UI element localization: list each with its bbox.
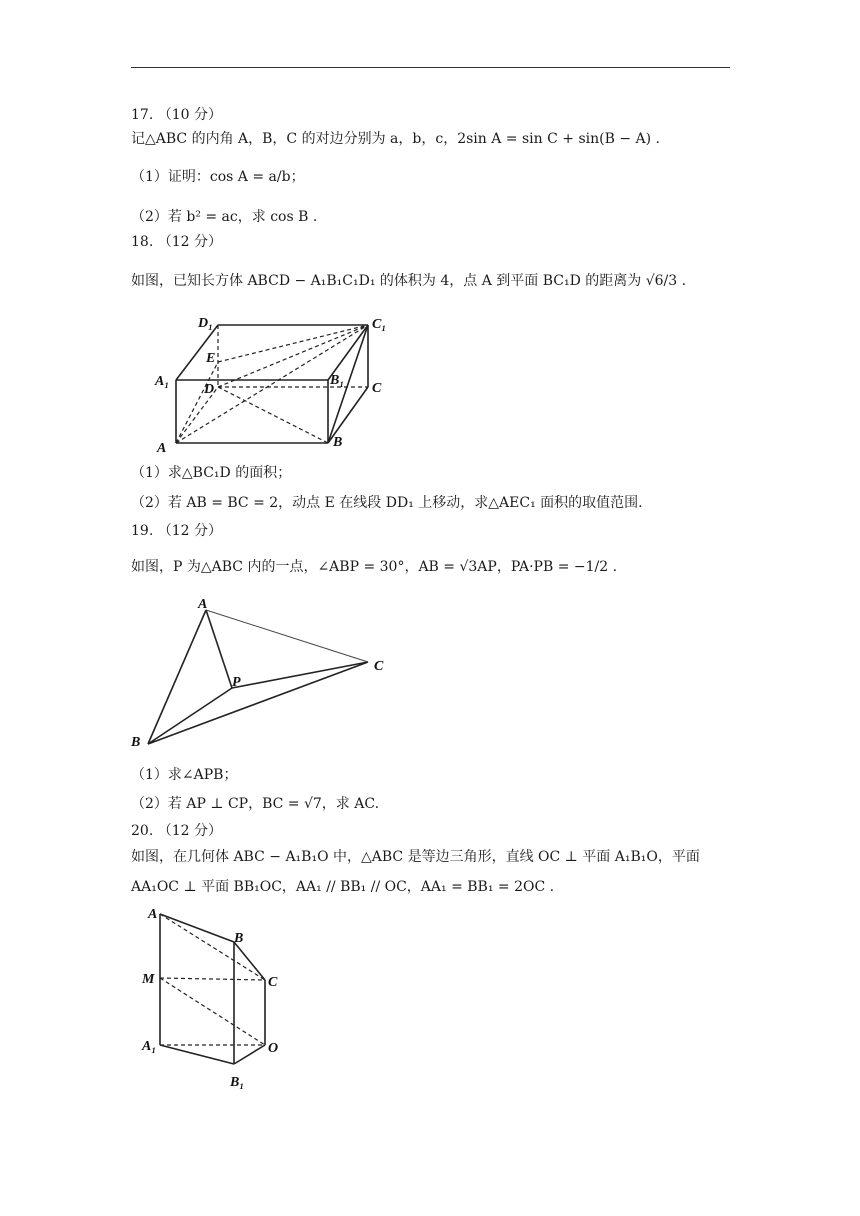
label-b1: B₁: [230, 1075, 245, 1090]
header-rule: [131, 67, 730, 68]
q19-stem: 如图，P 为△ABC 内的一点，∠ABP = 30°，AB = √3AP，PA·PB = −1/2 .: [131, 559, 618, 575]
label-c1: C₁: [372, 317, 387, 332]
segment-mo: [160, 978, 265, 1045]
side-bc: [148, 662, 368, 744]
label-a1: A₁: [142, 1039, 157, 1054]
q17-part1: （1）证明：cos A = a/b；: [131, 169, 305, 185]
q18-part2: （2）若 AB = BC = 2，动点 E 在线段 DD₁ 上移动，求△AEC₁ 面积的取值范围.: [131, 495, 643, 511]
label-a: A: [148, 907, 158, 922]
segment-ae: [176, 362, 218, 443]
edge-a1b1: [160, 1045, 234, 1064]
q18-part1: （1）求△BC₁D 的面积；: [131, 465, 292, 481]
segment-mc: [160, 978, 265, 980]
label-c: C: [268, 975, 278, 990]
label-m: M: [142, 972, 155, 987]
q19-part1: （1）求∠APB；: [131, 767, 238, 783]
label-c: C: [372, 381, 382, 396]
segment-pc: [232, 662, 368, 688]
label-a: A: [198, 597, 208, 612]
label-p: P: [232, 675, 241, 690]
edge-b1o: [234, 1045, 265, 1064]
edge-bc: [234, 942, 265, 980]
q19-part2: （2）若 AP ⊥ CP，BC = √7，求 AC.: [131, 796, 380, 812]
label-d1: D₁: [198, 316, 213, 331]
q18-number: 18. （12 分）: [131, 234, 222, 250]
q17-part2: （2）若 b² = ac，求 cos B .: [131, 209, 318, 225]
side-ac: [206, 610, 368, 662]
label-a: A: [157, 441, 167, 455]
label-o: O: [268, 1041, 279, 1056]
q18-stem: 如图，已知长方体 ABCD − A₁B₁C₁D₁ 的体积为 4，点 A 到平面 BC₁D 的距离为 √6/3 .: [131, 273, 687, 289]
edge-db: [218, 387, 328, 443]
label-e: E: [206, 351, 216, 366]
label-b: B: [333, 435, 343, 450]
q20-number: 20. （12 分）: [131, 823, 222, 839]
q20-stem-line2: AA₁OC ⊥ 平面 BB₁OC，AA₁ // BB₁ // OC，AA₁ = BB₁ = 2OC .: [131, 879, 555, 895]
label-b1: B₁: [330, 373, 345, 388]
q17-number: 17. （10 分）: [131, 107, 222, 123]
q20-stem-line1: 如图，在几何体 ABC − A₁B₁O 中，△ABC 是等边三角形，直线 OC ⊥ 平面 A₁B₁O，平面: [131, 849, 700, 865]
label-a1: A₁: [155, 374, 170, 389]
edge-ac: [160, 914, 265, 980]
label-b: B: [234, 931, 244, 946]
q18-cuboid-figure: [130, 310, 420, 455]
label-c: C: [374, 659, 384, 674]
label-b: B: [131, 735, 141, 750]
q20-solid-figure: [130, 902, 300, 1097]
label-d: D: [204, 382, 215, 397]
q19-number: 19. （12 分）: [131, 523, 222, 539]
q17-stem: 记△ABC 的内角 A，B，C 的对边分别为 a，b，c，2sin A = sin C + sin(B − A) .: [131, 131, 660, 147]
q19-triangle-figure: [128, 596, 398, 756]
segment-ap: [206, 610, 232, 688]
